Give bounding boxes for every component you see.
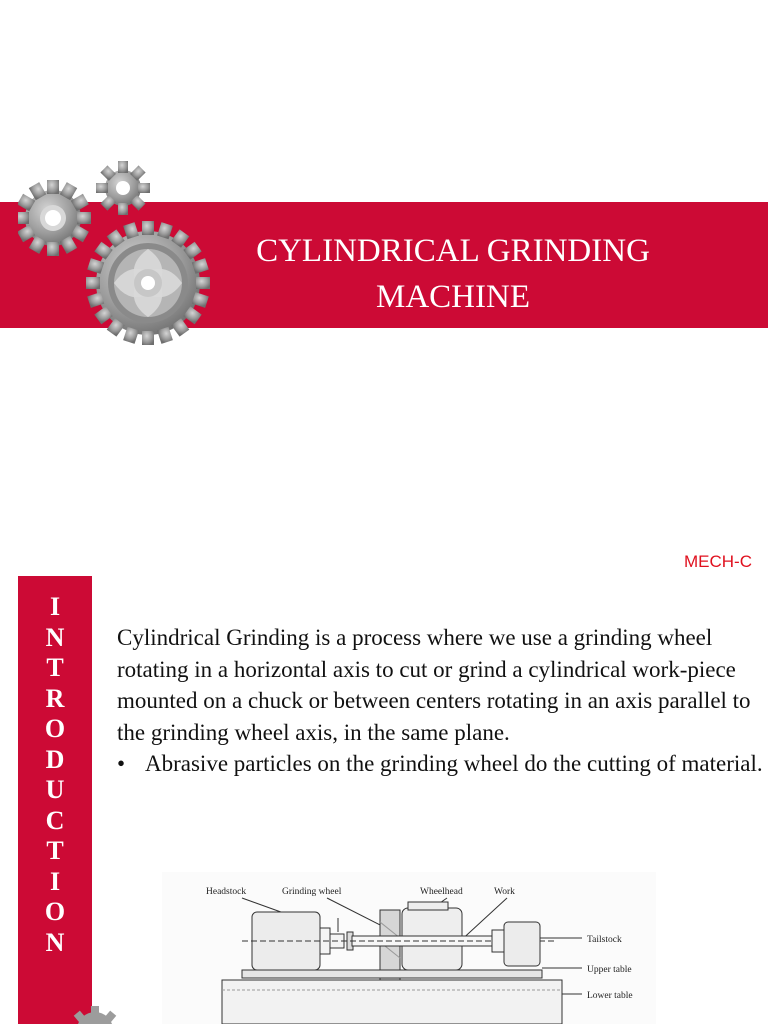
introduction-slide (0, 512, 768, 1024)
side-letter: O (44, 897, 66, 926)
side-letter: C (45, 805, 65, 835)
slide-tag: MECH-C (684, 552, 752, 571)
small-gear-icon (96, 161, 150, 215)
title-line-1: CYLINDRICAL GRINDING (256, 233, 650, 269)
side-letter: N (45, 927, 65, 957)
side-letter: T (46, 653, 64, 682)
side-letter: U (45, 775, 65, 804)
label-wheelhead: Wheelhead (420, 887, 463, 897)
bullet-text: Abrasive particles on the grinding wheel do the cutting of material. (145, 751, 763, 776)
label-lower-table: Lower table (587, 991, 633, 1001)
label-grinding-wheel: Grinding wheel (282, 887, 342, 897)
grinding-machine-diagram (162, 872, 656, 1024)
side-letter: R (45, 683, 65, 713)
intro-paragraph: Cylindrical Grinding is a process where we use a grinding wheel rotating in a horizontal axis to cut or grind a cylindrical work-piece mounted on a chuck or between centers rotating in an axis parallel to the grinding wheel axis, in the same plane. (117, 625, 751, 745)
title-line-2: MACHINE (376, 279, 530, 315)
label-tailstock: Tailstock (587, 935, 622, 945)
page-title (175, 228, 731, 320)
side-letter: I (49, 866, 61, 896)
side-letter: O (44, 714, 66, 743)
side-letter: T (46, 836, 64, 865)
side-letter: N (45, 622, 65, 652)
label-headstock: Headstock (206, 887, 247, 897)
side-title (18, 592, 92, 958)
bullet-item (117, 748, 767, 780)
bullet-icon: • (117, 751, 126, 776)
side-letter: D (45, 744, 65, 774)
label-work: Work (494, 887, 515, 897)
side-title-bar (18, 576, 92, 1024)
small-gear-icon (70, 1006, 120, 1024)
medium-gear-icon (18, 166, 105, 270)
side-letter: I (49, 592, 61, 621)
label-upper-table: Upper table (587, 965, 632, 975)
